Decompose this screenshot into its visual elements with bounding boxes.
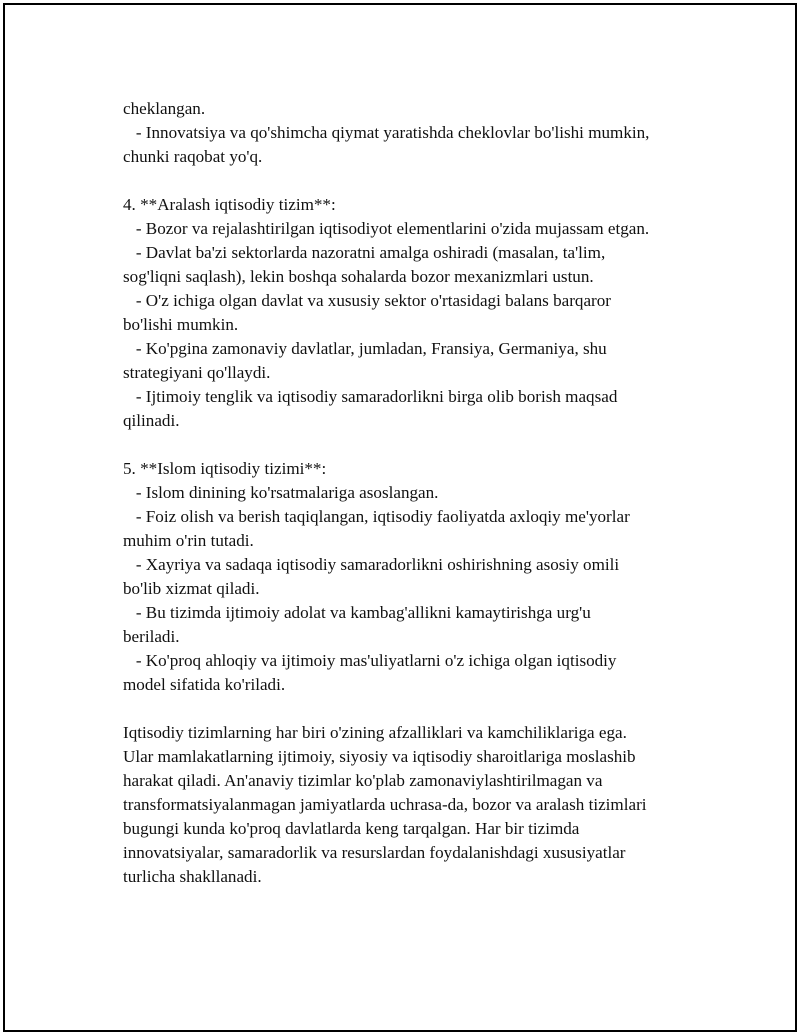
text-line: - Bu tizimda ijtimoiy adolat va kambag'allikni kamaytirishga urg'u: [123, 603, 591, 622]
paragraph-spacer: [123, 169, 723, 193]
text-line: qilinadi.: [123, 411, 180, 430]
paragraph-block: [123, 457, 723, 697]
page-frame: [3, 3, 797, 1032]
text-line: bugungi kunda ko'proq davlatlarda keng tarqalgan. Har bir tizimda: [123, 819, 580, 838]
text-line: - Ijtimoiy tenglik va iqtisodiy samaradorlikni birga olib borish maqsad: [123, 387, 618, 406]
text-line: harakat qiladi. An'anaviy tizimlar ko'plab zamonaviylashtirilmagan va: [123, 771, 603, 790]
text-line: - Xayriya va sadaqa iqtisodiy samaradorlikni oshirishning asosiy omili: [123, 555, 620, 574]
text-line: model sifatida ko'riladi.: [123, 675, 286, 694]
text-line: - Islom dinining ko'rsatmalariga asoslangan.: [123, 483, 439, 502]
text-line: - Davlat ba'zi sektorlarda nazoratni amalga oshiradi (masalan, ta'lim,: [123, 243, 606, 262]
text-line: - Innovatsiya va qo'shimcha qiymat yaratishda cheklovlar bo'lishi mumkin,: [123, 123, 650, 142]
paragraph-block: [123, 721, 723, 889]
text-line: innovatsiyalar, samaradorlik va resurslardan foydalanishdagi xususiyatlar: [123, 843, 626, 862]
text-line: cheklangan.: [123, 99, 206, 118]
text-line: bo'lib xizmat qiladi.: [123, 579, 260, 598]
text-line: sog'liqni saqlash), lekin boshqa sohalarda bozor mexanizmlari ustun.: [123, 267, 594, 286]
document-body: [123, 97, 723, 889]
text-line: 4. **Aralash iqtisodiy tizim**:: [123, 195, 336, 214]
text-line: Iqtisodiy tizimlarning har biri o'zining afzalliklari va kamchiliklariga ega.: [123, 723, 627, 742]
text-line: - O'z ichiga olgan davlat va xususiy sektor o'rtasidagi balans barqaror: [123, 291, 611, 310]
paragraph-spacer: [123, 697, 723, 721]
text-line: - Ko'pgina zamonaviy davlatlar, jumladan, Fransiya, Germaniya, shu: [123, 339, 607, 358]
paragraph-spacer: [123, 433, 723, 457]
text-line: beriladi.: [123, 627, 180, 646]
text-line: turlicha shakllanadi.: [123, 867, 262, 886]
text-line: - Bozor va rejalashtirilgan iqtisodiyot elementlarini o'zida mujassam etgan.: [123, 219, 650, 238]
text-line: transformatsiyalanmagan jamiyatlarda uchrasa-da, bozor va aralash tizimlari: [123, 795, 647, 814]
text-line: - Foiz olish va berish taqiqlangan, iqtisodiy faoliyatda axloqiy me'yorlar: [123, 507, 630, 526]
text-line: 5. **Islom iqtisodiy tizimi**:: [123, 459, 327, 478]
paragraph-block: [123, 193, 723, 433]
paragraph-block: [123, 97, 723, 169]
text-line: muhim o'rin tutadi.: [123, 531, 254, 550]
text-line: Ular mamlakatlarning ijtimoiy, siyosiy va iqtisodiy sharoitlariga moslashib: [123, 747, 636, 766]
text-line: strategiyani qo'llaydi.: [123, 363, 271, 382]
text-line: - Ko'proq ahloqiy va ijtimoiy mas'uliyatlarni o'z ichiga olgan iqtisodiy: [123, 651, 617, 670]
text-line: bo'lishi mumkin.: [123, 315, 239, 334]
text-line: chunki raqobat yo'q.: [123, 147, 263, 166]
